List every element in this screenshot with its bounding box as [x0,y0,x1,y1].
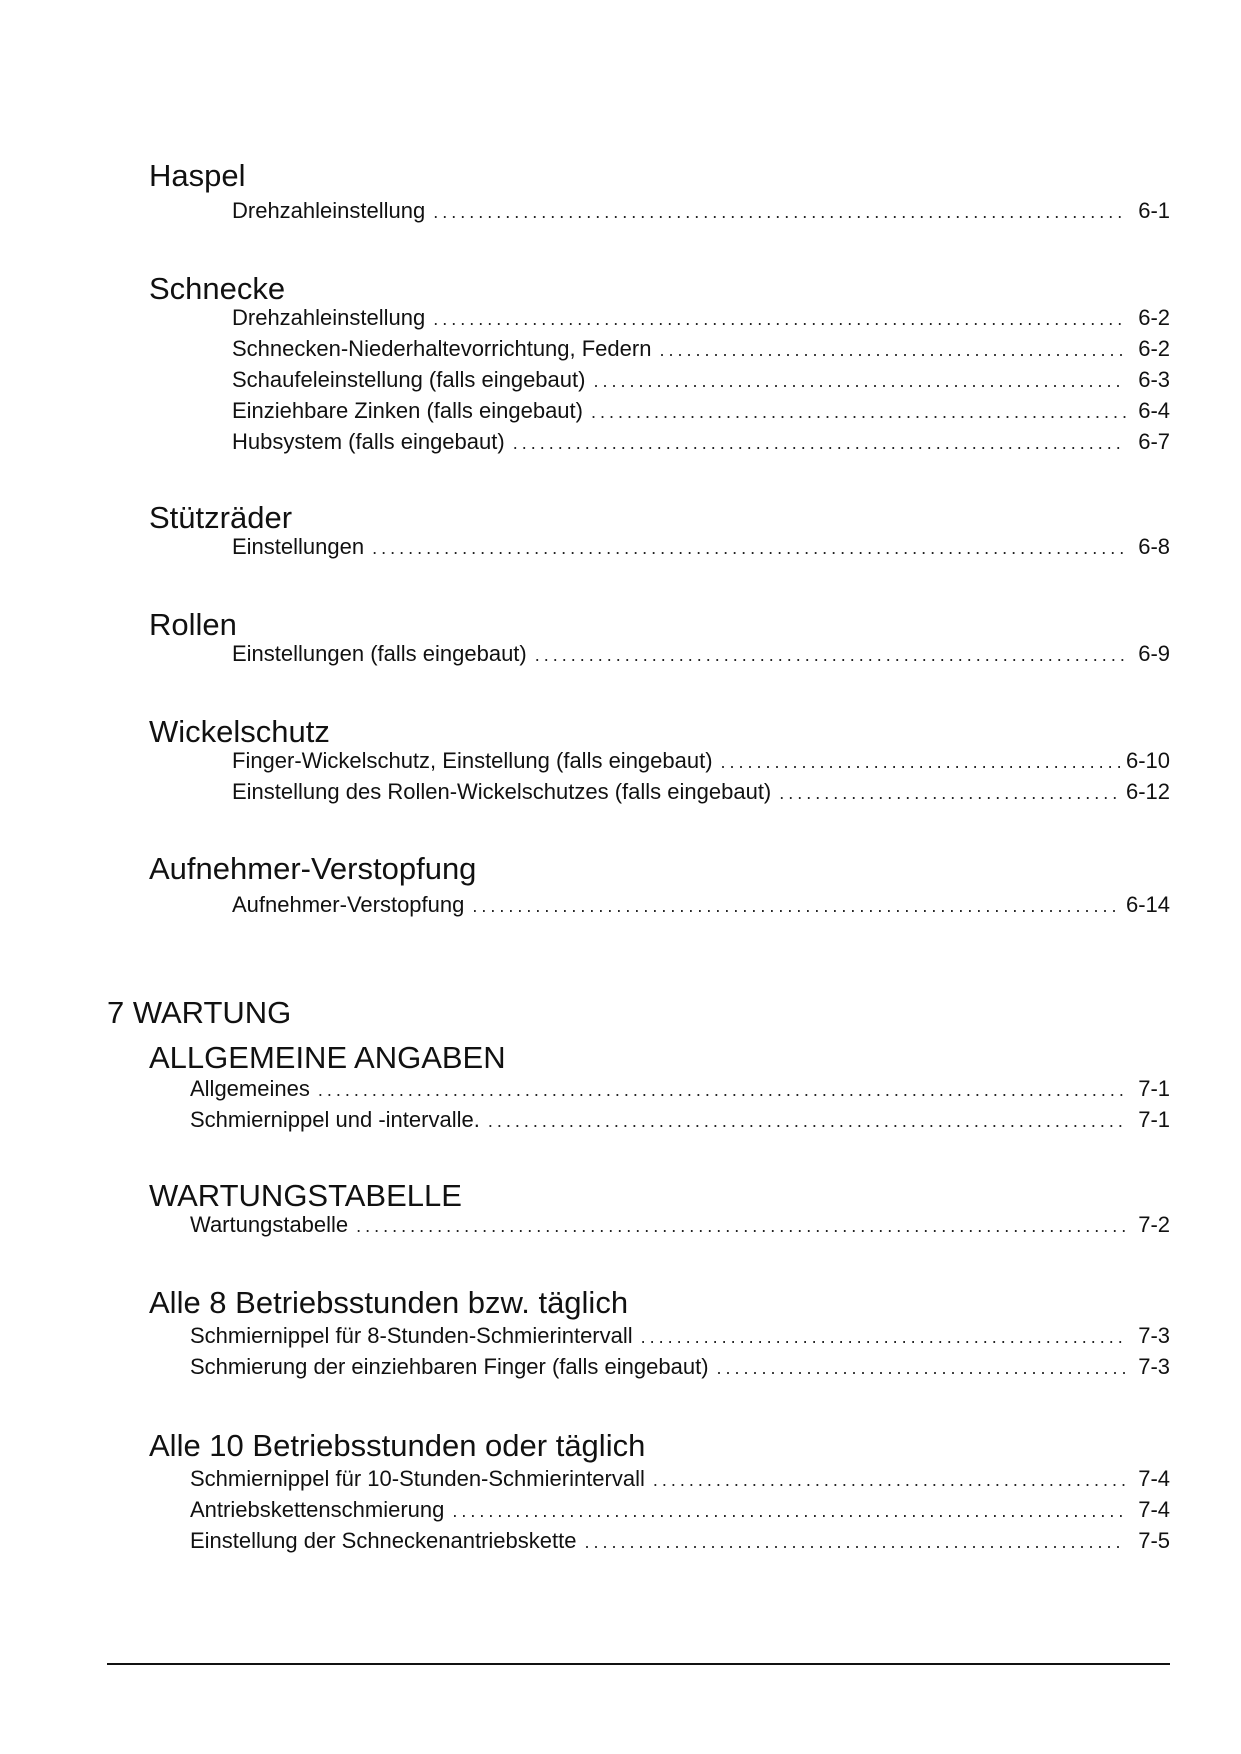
toc-entry[interactable] [232,778,1170,806]
toc-entry-title: Einstellung der Schneckenantriebskette [190,1528,577,1553]
toc-entry-page: 7-2 [1138,1212,1170,1237]
toc-entry-title: Schnecken-Niederhaltevorrichtung, Federn [232,336,652,361]
toc-entry-page: 6-2 [1138,336,1170,361]
dot-leader [593,367,1126,395]
section-heading-zehn: Alle 10 Betriebsstunden oder täglich [149,1428,646,1463]
dot-leader [472,892,1120,920]
toc-entry-title: Einziehbare Zinken (falls eingebaut) [232,398,583,423]
toc-entry-title: Wartungstabelle [190,1212,349,1237]
toc-entry-title: Aufnehmer-Verstopfung [232,892,465,917]
dot-leader [318,1076,1126,1104]
toc-entry-page: 7-3 [1138,1354,1170,1379]
toc-entry[interactable] [190,1527,1170,1555]
toc-entry-page: 6-1 [1138,198,1170,223]
toc-entry[interactable] [232,366,1170,394]
toc-entry-page: 7-3 [1138,1323,1170,1348]
toc-entry[interactable] [190,1075,1170,1103]
toc-entry-page: 7-4 [1138,1497,1170,1522]
section-heading-allgemein: ALLGEMEINE ANGABEN [149,1040,506,1075]
toc-entry[interactable] [232,197,1170,225]
section-heading-tabelle: WARTUNGSTABELLE [149,1178,462,1213]
toc-entry-title: Einstellung des Rollen-Wickelschutzes (falls eingebaut) [232,779,772,804]
toc-entry-title: Einstellungen (falls eingebaut) [232,641,527,666]
toc-entry[interactable] [232,335,1170,363]
toc-entry[interactable] [232,747,1170,775]
dot-leader [779,779,1120,807]
section-heading-acht: Alle 8 Betriebsstunden bzw. täglich [149,1285,629,1320]
toc-entry-title: Drehzahleinstellung [232,305,426,330]
section-heading-verstopfung: Aufnehmer-Verstopfung [149,851,477,886]
section-heading-rollen: Rollen [149,607,237,642]
toc-entry-page: 6-9 [1138,641,1170,666]
toc-entry-title: Drehzahleinstellung [232,198,426,223]
toc-entry[interactable] [232,397,1170,425]
toc-entry-page: 7-1 [1138,1076,1170,1101]
footer-rule [107,1663,1170,1665]
dot-leader [433,198,1126,226]
toc-entry[interactable] [190,1496,1170,1524]
toc-entry-page: 6-3 [1138,367,1170,392]
toc-entry[interactable] [190,1465,1170,1493]
toc-entry[interactable] [232,640,1170,668]
toc-entry-page: 6-2 [1138,305,1170,330]
section-heading-schnecke: Schnecke [149,271,286,306]
dot-leader [372,534,1126,562]
dot-leader [513,429,1126,457]
dot-leader [659,336,1126,364]
toc-entry[interactable] [190,1322,1170,1350]
dot-leader [452,1497,1126,1525]
toc-entry-title: Einstellungen [232,534,365,559]
dot-leader [535,641,1126,669]
toc-entry-title: Allgemeines [190,1076,310,1101]
dot-leader [433,305,1126,333]
toc-entry-title: Schmiernippel für 10-Stunden-Schmierintervall [190,1466,645,1491]
toc-entry-page: 7-5 [1138,1528,1170,1553]
toc-entry[interactable] [190,1353,1170,1381]
toc-entry-page: 6-8 [1138,534,1170,559]
toc-entry-title: Hubsystem (falls eingebaut) [232,429,505,454]
dot-leader [584,1528,1126,1556]
section-heading-haspel: Haspel [149,158,246,193]
section-heading-stuetzraeder: Stützräder [149,500,293,535]
toc-entry-page: 6-14 [1125,892,1170,917]
toc-entry-page: 6-10 [1125,748,1170,773]
toc-entry[interactable] [190,1106,1170,1134]
toc-entry-page: 6-4 [1138,398,1170,423]
toc-entry-page: 6-7 [1138,429,1170,454]
dot-leader [641,1323,1126,1351]
toc-entry[interactable] [190,1211,1170,1239]
dot-leader [717,1354,1126,1382]
toc-entry-page: 6-12 [1125,779,1170,804]
toc-entry[interactable] [232,304,1170,332]
toc-entry-title: Schmiernippel für 8-Stunden-Schmierintervall [190,1323,633,1348]
dot-leader [488,1107,1126,1135]
toc-entry-page: 7-4 [1138,1466,1170,1491]
toc-entry-title: Antriebskettenschmierung [190,1497,445,1522]
toc-entry-title: Schaufeleinstellung (falls eingebaut) [232,367,586,392]
section-heading-wickelschutz: Wickelschutz [149,714,330,749]
toc-entry-page: 7-1 [1138,1107,1170,1132]
dot-leader [653,1466,1126,1494]
toc-entry[interactable] [232,533,1170,561]
toc-entry-title: Finger-Wickelschutz, Einstellung (falls eingebaut) [232,748,713,773]
toc-entry[interactable] [232,891,1170,919]
dot-leader [721,748,1120,776]
dot-leader [356,1212,1126,1240]
chapter-title: 7 WARTUNG [107,995,292,1030]
toc-entry-title: Schmierung der einziehbaren Finger (falls eingebaut) [190,1354,709,1379]
dot-leader [591,398,1126,426]
toc-entry[interactable] [232,428,1170,456]
toc-entry-title: Schmiernippel und -intervalle. [190,1107,480,1132]
